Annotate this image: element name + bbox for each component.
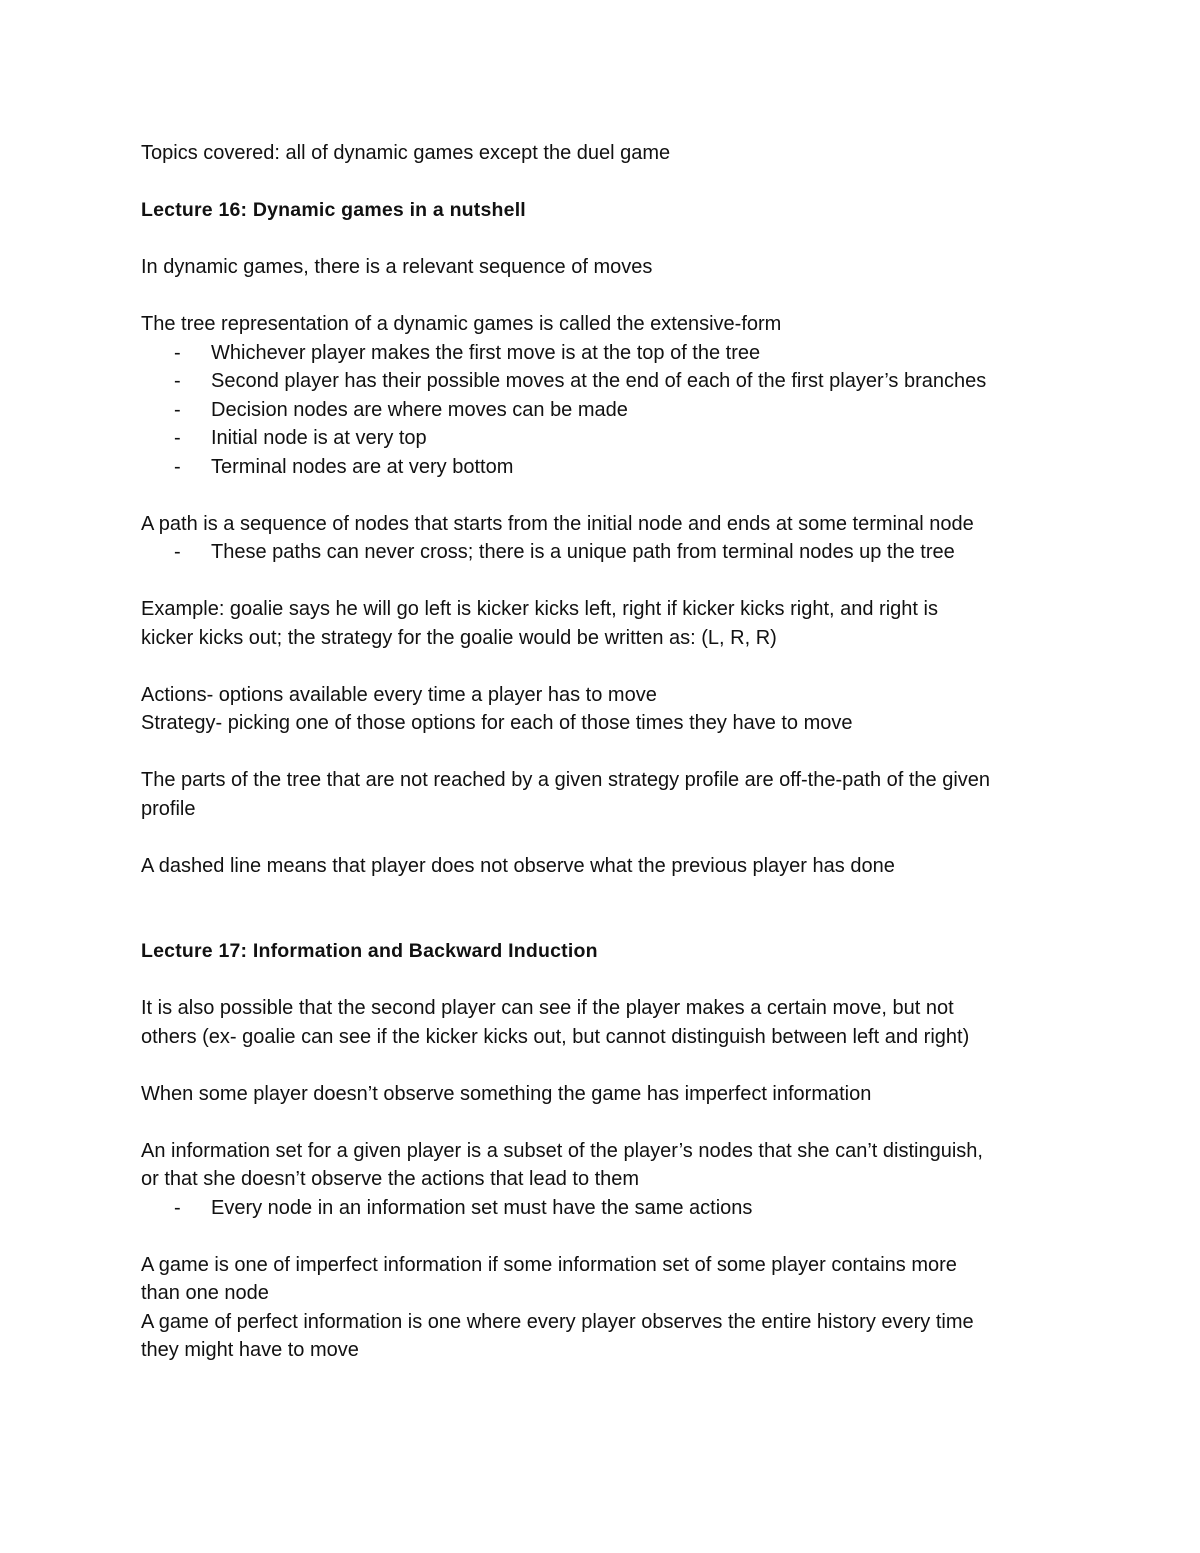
list-item bbox=[141, 453, 1071, 482]
paragraph: When some player doesn’t observe something the game has imperfect information bbox=[141, 1082, 872, 1105]
paragraph-line: Actions- options available every time a player has to move bbox=[141, 683, 657, 706]
paragraph-line: The parts of the tree that are not reached by a given strategy profile are off-the-path of the given bbox=[141, 769, 991, 791]
paragraph-line: kicker kicks out; the strategy for the goalie would be written as: (L, R, R) bbox=[141, 626, 777, 649]
list-item-text: Decision nodes are where moves can be made bbox=[211, 398, 628, 421]
list-item-text: Initial node is at very top bbox=[211, 427, 427, 449]
list-item bbox=[141, 339, 1071, 368]
list-item bbox=[141, 1194, 1071, 1223]
lecture-17-heading: Lecture 17: Information and Backward Induction bbox=[141, 940, 598, 962]
bullet-dash: - bbox=[174, 427, 181, 449]
bullet-dash: - bbox=[174, 398, 181, 421]
paragraph: In dynamic games, there is a relevant sequence of moves bbox=[141, 256, 653, 278]
paragraph-line: It is also possible that the second player can see if the player makes a certain move, but not bbox=[141, 997, 954, 1019]
paragraph-line: than one node bbox=[141, 1282, 269, 1304]
topics-covered: Topics covered: all of dynamic games except the duel game bbox=[141, 142, 671, 164]
paragraph-line: Strategy- picking one of those options for each of those times they have to move bbox=[141, 712, 853, 734]
bullet-dash: - bbox=[174, 370, 181, 392]
paragraph: A path is a sequence of nodes that starts from the initial node and ends at some terminal node bbox=[141, 512, 974, 535]
bullet-dash: - bbox=[174, 1196, 181, 1219]
paragraph-line: Example: goalie says he will go left is kicker kicks left, right if kicker kicks right, and right is bbox=[141, 598, 938, 620]
bullet-dash: - bbox=[174, 455, 181, 478]
list-item bbox=[141, 424, 1071, 453]
paragraph-line: or that she doesn’t observe the actions that lead to them bbox=[141, 1168, 640, 1190]
list-item bbox=[141, 396, 1071, 425]
list-item-text: Terminal nodes are at very bottom bbox=[211, 455, 514, 478]
paragraph: A dashed line means that player does not observe what the previous player has done bbox=[141, 854, 895, 877]
list-item-text: Second player has their possible moves at the end of each of the first player’s branches bbox=[211, 370, 987, 392]
document-page bbox=[141, 139, 1071, 1365]
paragraph-line: they might have to move bbox=[141, 1339, 359, 1361]
paragraph-line: An information set for a given player is a subset of the player’s nodes that she can’t distinguish, bbox=[141, 1139, 983, 1162]
list-item bbox=[141, 538, 1071, 567]
bullet-dash: - bbox=[174, 341, 181, 364]
paragraph-line: A game is one of imperfect information if some information set of some player contains more bbox=[141, 1253, 957, 1276]
list-item bbox=[141, 367, 1071, 396]
paragraph-line: others (ex- goalie can see if the kicker kicks out, but cannot distinguish between left and right) bbox=[141, 1025, 970, 1048]
paragraph-line: A game of perfect information is one where every player observes the entire history every time bbox=[141, 1310, 974, 1333]
bullet-dash: - bbox=[174, 541, 181, 563]
list-item-text: Every node in an information set must have the same actions bbox=[211, 1196, 753, 1219]
paragraph-line: profile bbox=[141, 797, 196, 820]
list-item-text: Whichever player makes the first move is at the top of the tree bbox=[211, 341, 761, 364]
list-item-text: These paths can never cross; there is a unique path from terminal nodes up the tree bbox=[211, 541, 955, 563]
paragraph: The tree representation of a dynamic games is called the extensive-form bbox=[141, 313, 782, 335]
lecture-16-heading: Lecture 16: Dynamic games in a nutshell bbox=[141, 199, 526, 221]
